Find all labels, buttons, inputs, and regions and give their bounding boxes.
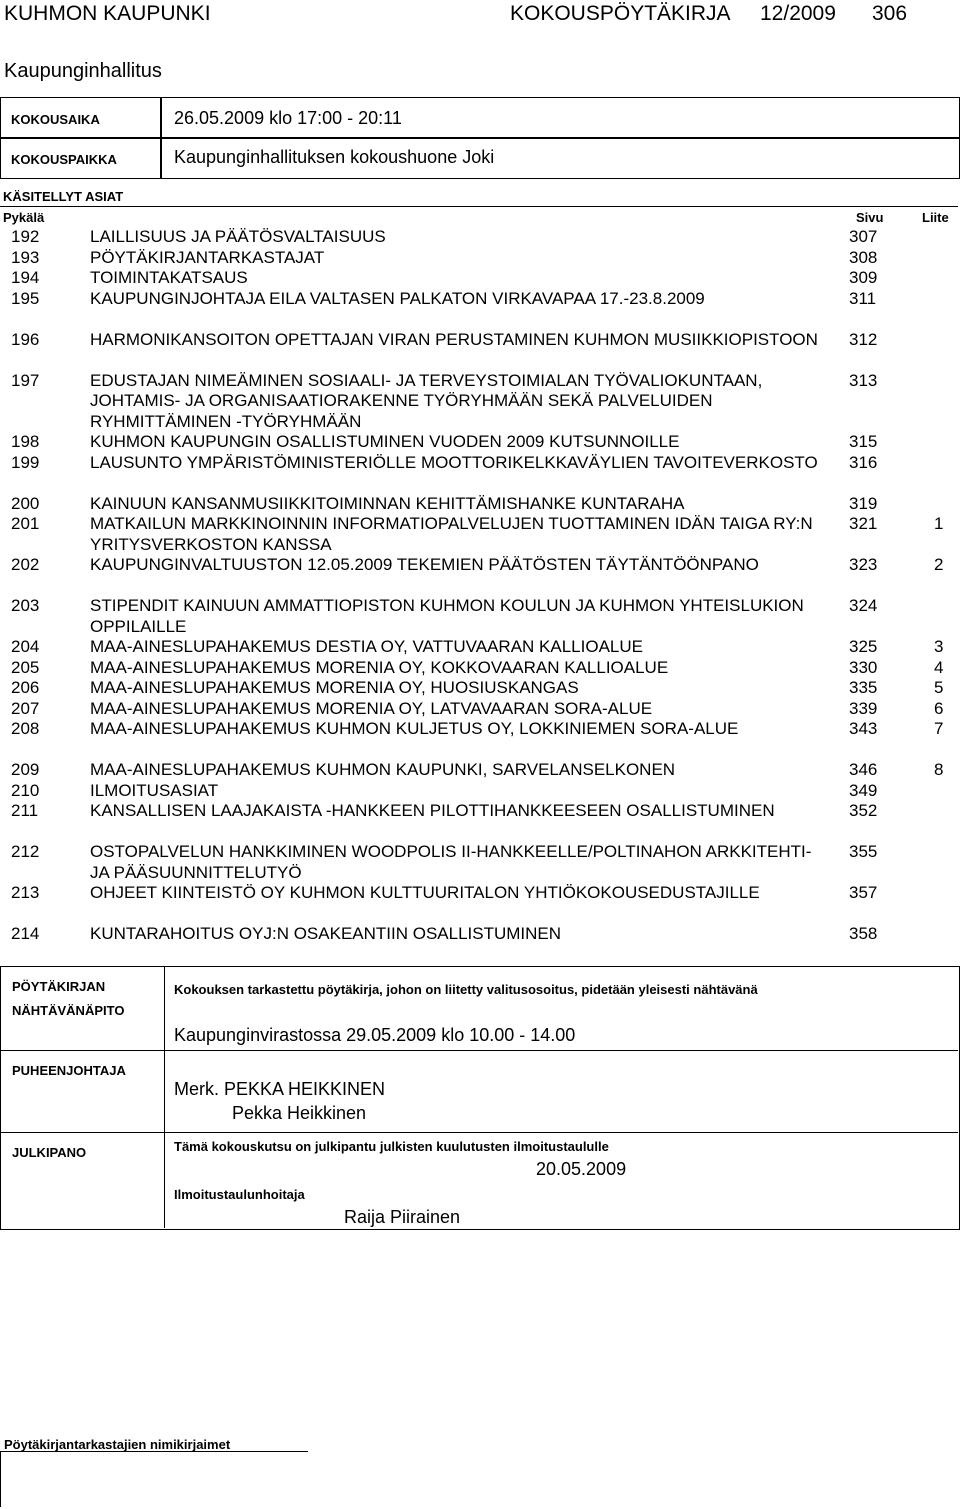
agenda-item-number: 204 [11,637,40,656]
agenda-item-title: KUNTARAHOITUS OYJ:N OSAKEANTIIN OSALLISTUMINEN [90,924,562,943]
agenda-item-attachment: 5 [934,678,944,697]
meeting-time-label: KOKOUSAIKA [11,112,100,127]
board-keeper-name: Raija Piirainen [344,1207,461,1227]
agenda-item-title: MAA-AINESLUPAHAKEMUS MORENIA OY, HUOSIUSKANGAS [90,678,579,697]
initials-box-edge [0,1451,1,1507]
agenda-item-number: 202 [11,555,40,574]
display-text: Kokouksen tarkastettu pöytäkirja, johon on liitetty valitusosoitus, pidetään yleisesti nähtävänä [174,982,758,997]
agenda-item-title: MATKAILUN MARKKINOINNIN INFORMATIOPALVELUJEN TUOTTAMINEN IDÄN TAIGA RY:N YRITYSVERKOSTON KANSSA [90,514,813,554]
agenda-item-page: 352 [849,801,878,820]
chair-label: PUHEENJOHTAJA [12,1063,126,1078]
document-type: KOKOUSPÖYTÄKIRJA [510,2,731,25]
agenda-item-page: 357 [849,883,878,902]
initials-line [0,1451,308,1452]
agenda-item-title: OSTOPALVELUN HANKKIMINEN WOODPOLIS II-HANKKEELLE/POLTINAHON ARKKITEHTI- JA PÄÄSUUNNITTELUTYÖ [90,842,812,882]
agenda-item-page: 321 [849,514,878,533]
agenda-item-number: 197 [11,370,40,390]
agenda-item-number: 200 [11,493,40,513]
agenda-item-title: TOIMINTAKATSAUS [90,268,248,287]
agenda-item-number: 210 [11,780,40,800]
meeting-time-label-box [0,97,162,139]
publication-date: 20.05.2009 [536,1159,627,1179]
agenda-item-title: MAA-AINESLUPAHAKEMUS MORENIA OY, KOKKOVAARAN KALLIOALUE [90,657,669,677]
agenda-item-number: 213 [11,883,40,902]
meeting-place-value: Kaupunginhallituksen kokoushuone Joki [174,147,495,167]
agenda-item-page: 346 [849,760,878,779]
agenda-item-attachment: 6 [934,698,944,718]
agenda-item-title: KUHMON KAUPUNGIN OSALLISTUMINEN VUODEN 2009 KUTSUNNOILLE [90,432,680,451]
agenda-item-page: 330 [849,657,878,677]
agenda-item-number: 199 [11,452,40,472]
agenda-item-page: 343 [849,719,878,738]
agenda-item-number: 195 [11,288,40,308]
column-header-page: Sivu [856,210,884,225]
agenda-item-number: 206 [11,678,40,697]
agenda-item-title: STIPENDIT KAINUUN AMMATTIOPISTON KUHMON KOULUN JA KUHMON YHTEISLUKION OPPILAILLE [90,596,804,636]
agenda-item-number: 207 [11,698,40,718]
agenda-item-number: 212 [11,842,40,861]
agenda-item-title: KAUPUNGINVALTUUSTON 12.05.2009 TEKEMIEN PÄÄTÖSTEN TÄYTÄNTÖÖNPANO [90,555,759,574]
document-number: 12/2009 [760,2,836,25]
column-header-item: Pykälä [3,210,45,225]
chair-name: Pekka Heikkinen [232,1103,367,1123]
inspector-initials-label: Pöytäkirjantarkastajien nimikirjaimet [4,1437,231,1452]
agenda-item-page: 355 [849,842,878,861]
footer-column-divider [164,966,165,1228]
agenda-item-number: 192 [11,227,40,246]
agenda-item-title: MAA-AINESLUPAHAKEMUS MORENIA OY, LATVAVAARAN SORA-ALUE [90,698,653,718]
agenda-item-page: 325 [849,637,878,656]
agenda-item-page: 308 [849,247,878,267]
agenda-item-page: 312 [849,329,878,349]
agenda-item-title: EDUSTAJAN NIMEÄMINEN SOSIAALI- JA TERVEYSTOIMIALAN TYÖVALIOKUNTAAN, JOHTAMIS- JA ORGANISAATIORAKENNE TYÖRYHMÄÄN SEKÄ PALVELUIDEN RYHMITTÄMINEN -TYÖRYHMÄÄN [90,370,763,431]
meeting-time-value: 26.05.2009 klo 17:00 - 20:11 [174,108,402,128]
agenda-item-page: 349 [849,780,878,800]
agenda-item-number: 208 [11,719,40,738]
agenda-item-number: 194 [11,268,40,287]
board-keeper-label: Ilmoitustaulunhoitaja [174,1187,305,1202]
agenda-item-page: 319 [849,493,878,513]
agenda-item-title: KANSALLISEN LAAJAKAISTA -HANKKEEN PILOTTIHANKKEESEEN OSALLISTUMINEN [90,801,775,820]
publication-label: JULKIPANO [12,1145,87,1160]
agenda-item-title: HARMONIKANSOITON OPETTAJAN VIRAN PERUSTAMINEN KUHMON MUSIIKKIOPISTOON [90,329,818,349]
organization-name: KUHMON KAUPUNKI [4,2,211,25]
display-label: PÖYTÄKIRJAN NÄHTÄVÄNÄPITO [12,979,125,1018]
agenda-item-number: 203 [11,596,40,615]
agenda-item-attachment: 1 [934,514,944,533]
agenda-item-page: 324 [849,596,878,615]
agenda-section-title: KÄSITELLYT ASIAT [3,189,124,204]
agenda-item-attachment: 8 [934,760,944,779]
agenda-item-attachment: 2 [934,555,944,574]
agenda-item-title: OHJEET KIINTEISTÖ OY KUHMON KULTTUURITALON YHTIÖKOKOUSEDUSTAJILLE [90,883,760,902]
agenda-item-page: 323 [849,555,878,574]
agenda-item-number: 198 [11,432,40,451]
agenda-item-page: 311 [849,288,877,308]
governing-body: Kaupunginhallitus [4,60,162,82]
agenda-item-page: 313 [849,370,878,390]
agenda-item-page: 315 [849,432,878,451]
agenda-item-title: PÖYTÄKIRJANTARKASTAJAT [90,247,325,267]
meeting-place-value-box [160,137,960,179]
meeting-place-label: KOKOUSPAIKKA [11,152,117,167]
meeting-time-value-box [160,97,960,139]
agenda-item-page: 358 [849,924,878,943]
agenda-item-page: 316 [849,452,878,472]
agenda-item-title: MAA-AINESLUPAHAKEMUS KUHMON KULJETUS OY, LOKKINIEMEN SORA-ALUE [90,719,739,738]
chair-signature: Merk. PEKKA HEIKKINEN [174,1079,386,1099]
agenda-item-number: 205 [11,657,40,677]
agenda-item-number: 209 [11,760,40,779]
meeting-place-label-box [0,137,162,179]
agenda-item-title: KAUPUNGINJOHTAJA EILA VALTASEN PALKATON VIRKAVAPAA 17.-23.8.2009 [90,288,705,308]
agenda-item-title: MAA-AINESLUPAHAKEMUS KUHMON KAUPUNKI, SARVELANSELKONEN [90,760,676,779]
agenda-item-title: KAINUUN KANSANMUSIIKKITOIMINNAN KEHITTÄMISHANKE KUNTARAHA [90,493,685,513]
agenda-item-number: 211 [11,801,39,820]
agenda-item-page: 339 [849,698,878,718]
agenda-item-title: ILMOITUSASIAT [90,780,219,800]
agenda-item-page: 309 [849,268,878,287]
agenda-item-attachment: 4 [934,657,944,677]
publication-text: Tämä kokouskutsu on julkipantu julkisten kuulutusten ilmoitustaululle [174,1139,609,1154]
agenda-item-page: 307 [849,227,878,246]
agenda-item-page: 335 [849,678,878,697]
agenda-item-number: 214 [11,924,40,943]
display-place: Kaupunginvirastossa 29.05.2009 klo 10.00 - 14.00 [174,1025,576,1045]
agenda-item-title: MAA-AINESLUPAHAKEMUS DESTIA OY, VATTUVAARAN KALLIOALUE [90,637,643,656]
agenda-item-attachment: 3 [934,637,944,656]
agenda-item-title: LAILLISUUS JA PÄÄTÖSVALTAISUUS [90,227,386,246]
footer-divider-1 [0,1050,958,1051]
agenda-item-number: 193 [11,247,40,267]
agenda-item-number: 201 [11,514,40,533]
agenda-item-title: LAUSUNTO YMPÄRISTÖMINISTERIÖLLE MOOTTORIKELKKAVÄYLIEN TAVOITEVERKOSTO [90,452,818,472]
section-divider [0,206,958,207]
agenda-item-number: 196 [11,329,40,349]
footer-divider-2 [0,1132,958,1133]
page-number: 306 [872,2,908,25]
agenda-item-attachment: 7 [934,719,944,738]
column-header-attachment: Liite [922,210,949,225]
